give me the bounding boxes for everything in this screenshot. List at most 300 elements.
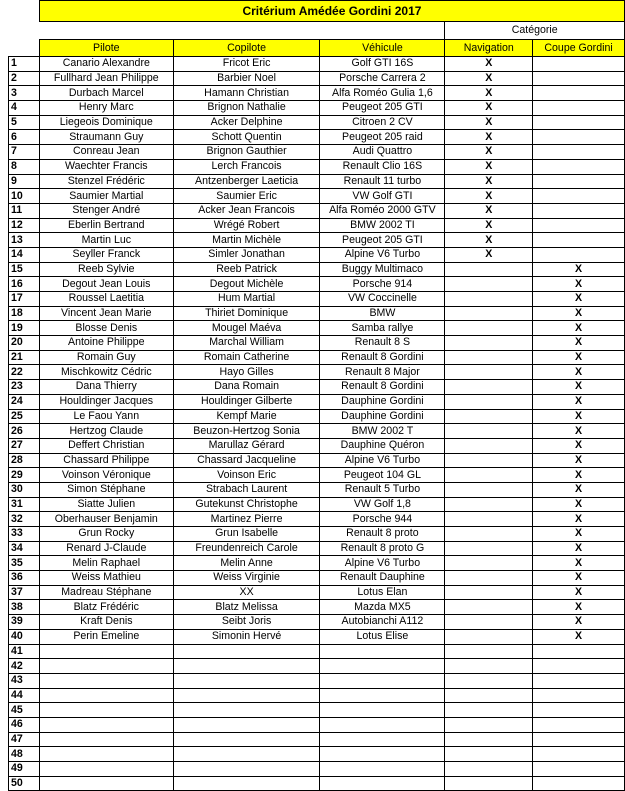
coupe-gordini-cell: X [533,306,625,321]
row-number: 38 [9,600,40,615]
coupe-gordini-cell: X [533,615,625,630]
row-number: 2 [9,71,40,86]
pilote-cell: Reeb Sylvie [39,262,173,277]
table-row [9,527,625,542]
navigation-cell [445,365,533,380]
vehicule-cell: Peugeot 205 GTI [320,101,445,116]
vehicule-cell: BMW [320,306,445,321]
coupe-gordini-cell [533,159,625,174]
navigation-cell [445,732,533,747]
copilote-cell: Kempf Marie [173,409,320,424]
navigation-cell: X [445,86,533,101]
table-row [9,424,625,439]
row-number: 9 [9,174,40,189]
copilote-cell: Wrégé Robert [173,218,320,233]
navigation-cell [445,585,533,600]
table-row [9,747,625,762]
coupe-gordini-cell [533,233,625,248]
table-row [9,644,625,659]
pilote-cell: Grun Rocky [39,527,173,542]
header-navigation: Navigation [445,40,533,57]
copilote-cell [173,644,320,659]
copilote-cell: Grun Isabelle [173,527,320,542]
coupe-gordini-cell [533,203,625,218]
row-number: 22 [9,365,40,380]
row-number: 7 [9,145,40,160]
row-number: 4 [9,101,40,116]
navigation-cell [445,394,533,409]
row-number: 21 [9,350,40,365]
navigation-cell: X [445,101,533,116]
pilote-cell: Dana Thierry [39,380,173,395]
navigation-cell [445,453,533,468]
header-copilote: Copilote [173,40,320,57]
table-row [9,409,625,424]
copilote-cell: Beuzon-Hertzog Sonia [173,424,320,439]
copilote-cell: Hum Martial [173,292,320,307]
table-row [9,174,625,189]
vehicule-cell: Porsche Carrera 2 [320,71,445,86]
table-row [9,306,625,321]
table-row [9,101,625,116]
title-row [9,1,625,22]
copilote-cell [173,776,320,791]
pilote-cell: Liegeois Dominique [39,115,173,130]
row-number: 50 [9,776,40,791]
table-row [9,350,625,365]
navigation-cell: X [445,203,533,218]
coupe-gordini-cell: X [533,453,625,468]
table-row [9,600,625,615]
vehicule-cell [320,703,445,718]
pilote-cell [39,688,173,703]
coupe-gordini-cell: X [533,277,625,292]
coupe-gordini-cell [533,174,625,189]
coupe-gordini-cell: X [533,527,625,542]
table-row [9,277,625,292]
table-row [9,262,625,277]
navigation-cell [445,336,533,351]
vehicule-cell [320,659,445,674]
row-number: 33 [9,527,40,542]
coupe-gordini-cell [533,57,625,72]
row-number: 16 [9,277,40,292]
row-number: 30 [9,482,40,497]
copilote-cell: Martinez Pierre [173,512,320,527]
vehicule-cell: Peugeot 205 raid [320,130,445,145]
vehicule-cell: Lotus Elise [320,629,445,644]
coupe-gordini-cell: X [533,424,625,439]
coupe-gordini-cell [533,659,625,674]
row-number: 25 [9,409,40,424]
pilote-cell: Stenger André [39,203,173,218]
copilote-cell: Barbier Noel [173,71,320,86]
table-row [9,394,625,409]
table-row [9,659,625,674]
coupe-gordini-cell [533,115,625,130]
row-number: 13 [9,233,40,248]
table-row [9,57,625,72]
pilote-cell [39,673,173,688]
navigation-cell [445,600,533,615]
vehicule-cell: Renault Clio 16S [320,159,445,174]
coupe-gordini-cell: X [533,468,625,483]
vehicule-cell: Golf GTI 16S [320,57,445,72]
table-row [9,541,625,556]
copilote-cell: Melin Anne [173,556,320,571]
pilote-cell: Renard J-Claude [39,541,173,556]
navigation-cell [445,541,533,556]
copilote-cell: Martin Michèle [173,233,320,248]
pilote-cell: Romain Guy [39,350,173,365]
table-row [9,732,625,747]
copilote-cell: Hamann Christian [173,86,320,101]
vehicule-cell: Dauphine Quéron [320,438,445,453]
row-number: 42 [9,659,40,674]
navigation-cell: X [445,174,533,189]
copilote-cell [173,717,320,732]
table-row [9,71,625,86]
navigation-cell [445,556,533,571]
pilote-cell: Perin Emeline [39,629,173,644]
pilote-cell [39,644,173,659]
header-pilote: Pilote [39,40,173,57]
pilote-cell: Straumann Guy [39,130,173,145]
coupe-gordini-cell [533,703,625,718]
row-number: 32 [9,512,40,527]
navigation-cell [445,482,533,497]
row-number: 34 [9,541,40,556]
vehicule-cell: Peugeot 205 GTI [320,233,445,248]
pilote-cell: Canario Alexandre [39,57,173,72]
coupe-gordini-cell: X [533,541,625,556]
row-number: 12 [9,218,40,233]
navigation-cell [445,468,533,483]
vehicule-cell: Porsche 944 [320,512,445,527]
table-row [9,145,625,160]
table-row [9,130,625,145]
coupe-gordini-cell [533,732,625,747]
vehicule-cell: Alpine V6 Turbo [320,247,445,262]
navigation-cell [445,438,533,453]
navigation-cell [445,776,533,791]
coupe-gordini-cell: X [533,497,625,512]
copilote-cell: Chassard Jacqueline [173,453,320,468]
table-row [9,159,625,174]
copilote-cell: Freundenreich Carole [173,541,320,556]
copilote-cell [173,688,320,703]
pilote-cell: Martin Luc [39,233,173,248]
navigation-cell [445,717,533,732]
row-number: 43 [9,673,40,688]
pilote-cell: Houldinger Jacques [39,394,173,409]
pilote-cell: Conreau Jean [39,145,173,160]
pilote-cell: Chassard Philippe [39,453,173,468]
pilote-cell: Stenzel Frédéric [39,174,173,189]
pilote-cell: Weiss Mathieu [39,571,173,586]
header-row [9,40,625,57]
row-number: 15 [9,262,40,277]
vehicule-cell: VW Golf GTI [320,189,445,204]
vehicule-cell: VW Golf 1,8 [320,497,445,512]
coupe-gordini-cell [533,71,625,86]
pilote-cell [39,747,173,762]
pilote-cell: Le Faou Yann [39,409,173,424]
row-number: 39 [9,615,40,630]
vehicule-cell: Renault 8 Major [320,365,445,380]
vehicule-cell: Alfa Roméo 2000 GTV [320,203,445,218]
navigation-cell [445,615,533,630]
pilote-cell: Mischkowitz Cédric [39,365,173,380]
navigation-cell [445,409,533,424]
copilote-cell: Simonin Hervé [173,629,320,644]
navigation-cell [445,644,533,659]
pilote-cell: Fullhard Jean Philippe [39,71,173,86]
row-number: 17 [9,292,40,307]
table-row [9,233,625,248]
pilote-cell [39,762,173,777]
vehicule-cell: Renault 11 turbo [320,174,445,189]
coupe-gordini-cell [533,218,625,233]
row-number: 23 [9,380,40,395]
vehicule-cell: Citroen 2 CV [320,115,445,130]
row-number: 37 [9,585,40,600]
coupe-gordini-cell [533,145,625,160]
navigation-cell [445,262,533,277]
vehicule-cell: Porsche 914 [320,277,445,292]
coupe-gordini-cell: X [533,629,625,644]
navigation-cell: X [445,57,533,72]
copilote-cell: Seibt Joris [173,615,320,630]
row-number: 8 [9,159,40,174]
coupe-gordini-cell: X [533,350,625,365]
pilote-cell: Henry Marc [39,101,173,116]
navigation-cell: X [445,115,533,130]
table-row [9,292,625,307]
vehicule-cell [320,776,445,791]
copilote-cell: Gutekunst Christophe [173,497,320,512]
pilote-cell: Madreau Stéphane [39,585,173,600]
table-row [9,673,625,688]
navigation-cell: X [445,233,533,248]
pilote-cell: Kraft Denis [39,615,173,630]
copilote-cell: Brignon Gauthier [173,145,320,160]
vehicule-cell: Renault 8 proto [320,527,445,542]
copilote-cell [173,762,320,777]
category-row [9,22,625,40]
vehicule-cell: Peugeot 104 GL [320,468,445,483]
table-row [9,615,625,630]
copilote-cell: XX [173,585,320,600]
copilote-cell: Houldinger Gilberte [173,394,320,409]
copilote-cell: Blatz Melissa [173,600,320,615]
pilote-cell: Waechter Francis [39,159,173,174]
pilote-cell: Eberlin Bertrand [39,218,173,233]
row-number: 31 [9,497,40,512]
copilote-cell: Marullaz Gérard [173,438,320,453]
page-title: Critérium Amédée Gordini 2017 [39,1,624,22]
vehicule-cell: Alpine V6 Turbo [320,453,445,468]
coupe-gordini-cell: X [533,600,625,615]
row-number: 20 [9,336,40,351]
navigation-cell [445,380,533,395]
pilote-cell: Roussel Laetitia [39,292,173,307]
vehicule-cell [320,688,445,703]
navigation-cell [445,673,533,688]
row-number: 11 [9,203,40,218]
coupe-gordini-cell: X [533,585,625,600]
table-row [9,512,625,527]
copilote-cell [173,732,320,747]
row-number: 29 [9,468,40,483]
vehicule-cell [320,747,445,762]
navigation-cell [445,762,533,777]
row-number: 41 [9,644,40,659]
navigation-cell [445,277,533,292]
vehicule-cell [320,673,445,688]
vehicule-cell: Renault 8 Gordini [320,350,445,365]
row-number: 26 [9,424,40,439]
copilote-cell: Acker Delphine [173,115,320,130]
row-number: 10 [9,189,40,204]
coupe-gordini-cell [533,762,625,777]
coupe-gordini-cell: X [533,409,625,424]
vehicule-cell: Dauphine Gordini [320,409,445,424]
row-number: 46 [9,717,40,732]
navigation-cell [445,659,533,674]
vehicule-cell: Renault 5 Turbo [320,482,445,497]
coupe-gordini-cell [533,101,625,116]
coupe-gordini-cell [533,776,625,791]
vehicule-cell: Audi Quattro [320,145,445,160]
pilote-cell: Oberhauser Benjamin [39,512,173,527]
navigation-cell [445,292,533,307]
copilote-cell: Reeb Patrick [173,262,320,277]
coupe-gordini-cell: X [533,438,625,453]
copilote-cell: Dana Romain [173,380,320,395]
coupe-gordini-cell: X [533,512,625,527]
table-row [9,717,625,732]
coupe-gordini-cell [533,86,625,101]
coupe-gordini-cell [533,130,625,145]
coupe-gordini-cell [533,644,625,659]
copilote-cell: Romain Catherine [173,350,320,365]
vehicule-cell [320,762,445,777]
table-row [9,365,625,380]
copilote-cell: Degout Michèle [173,277,320,292]
copilote-cell [173,703,320,718]
copilote-cell: Thiriet Dominique [173,306,320,321]
vehicule-cell: Autobianchi A112 [320,615,445,630]
pilote-cell: Antoine Philippe [39,336,173,351]
copilote-cell: Hayo Gilles [173,365,320,380]
navigation-cell [445,350,533,365]
pilote-cell [39,776,173,791]
copilote-cell [173,659,320,674]
vehicule-cell: VW Coccinelle [320,292,445,307]
table-row [9,438,625,453]
copilote-cell: Strabach Laurent [173,482,320,497]
table-row [9,115,625,130]
header-vehicule: Véhicule [320,40,445,57]
pilote-cell: Hertzog Claude [39,424,173,439]
navigation-cell [445,497,533,512]
row-number: 35 [9,556,40,571]
row-number: 5 [9,115,40,130]
navigation-cell [445,703,533,718]
entries-table [8,0,625,791]
coupe-gordini-cell: X [533,571,625,586]
row-number: 14 [9,247,40,262]
pilote-cell: Saumier Martial [39,189,173,204]
table-row [9,497,625,512]
row-number: 48 [9,747,40,762]
vehicule-cell: Dauphine Gordini [320,394,445,409]
row-number: 18 [9,306,40,321]
row-number: 47 [9,732,40,747]
copilote-cell: Simler Jonathan [173,247,320,262]
copilote-cell: Saumier Eric [173,189,320,204]
navigation-cell: X [445,130,533,145]
table-row [9,321,625,336]
copilote-cell [173,673,320,688]
navigation-cell: X [445,145,533,160]
coupe-gordini-cell [533,247,625,262]
coupe-gordini-cell: X [533,380,625,395]
vehicule-cell: Renault 8 Gordini [320,380,445,395]
navigation-cell [445,629,533,644]
copilote-cell: Antzenberger Laeticia [173,174,320,189]
pilote-cell: Seyller Franck [39,247,173,262]
coupe-gordini-cell [533,189,625,204]
navigation-cell [445,321,533,336]
coupe-gordini-cell: X [533,394,625,409]
table-row [9,453,625,468]
vehicule-cell: Alpine V6 Turbo [320,556,445,571]
navigation-cell [445,571,533,586]
table-row [9,629,625,644]
table-row [9,776,625,791]
vehicule-cell: Renault 8 S [320,336,445,351]
navigation-cell [445,688,533,703]
category-header: Catégorie [445,22,625,40]
coupe-gordini-cell: X [533,556,625,571]
pilote-cell: Blatz Frédéric [39,600,173,615]
coupe-gordini-cell: X [533,292,625,307]
coupe-gordini-cell: X [533,321,625,336]
pilote-cell: Vincent Jean Marie [39,306,173,321]
table-row [9,189,625,204]
table-row [9,703,625,718]
vehicule-cell: Alfa Roméo Gulia 1,6 [320,86,445,101]
navigation-cell: X [445,189,533,204]
row-number: 1 [9,57,40,72]
table-row [9,482,625,497]
row-number: 44 [9,688,40,703]
navigation-cell: X [445,159,533,174]
vehicule-cell [320,717,445,732]
vehicule-cell: BMW 2002 TI [320,218,445,233]
pilote-cell [39,703,173,718]
pilote-cell: Melin Raphael [39,556,173,571]
copilote-cell: Marchal William [173,336,320,351]
table-row [9,571,625,586]
navigation-cell [445,512,533,527]
coupe-gordini-cell [533,717,625,732]
vehicule-cell: Renault Dauphine [320,571,445,586]
pilote-cell: Durbach Marcel [39,86,173,101]
table-row [9,336,625,351]
